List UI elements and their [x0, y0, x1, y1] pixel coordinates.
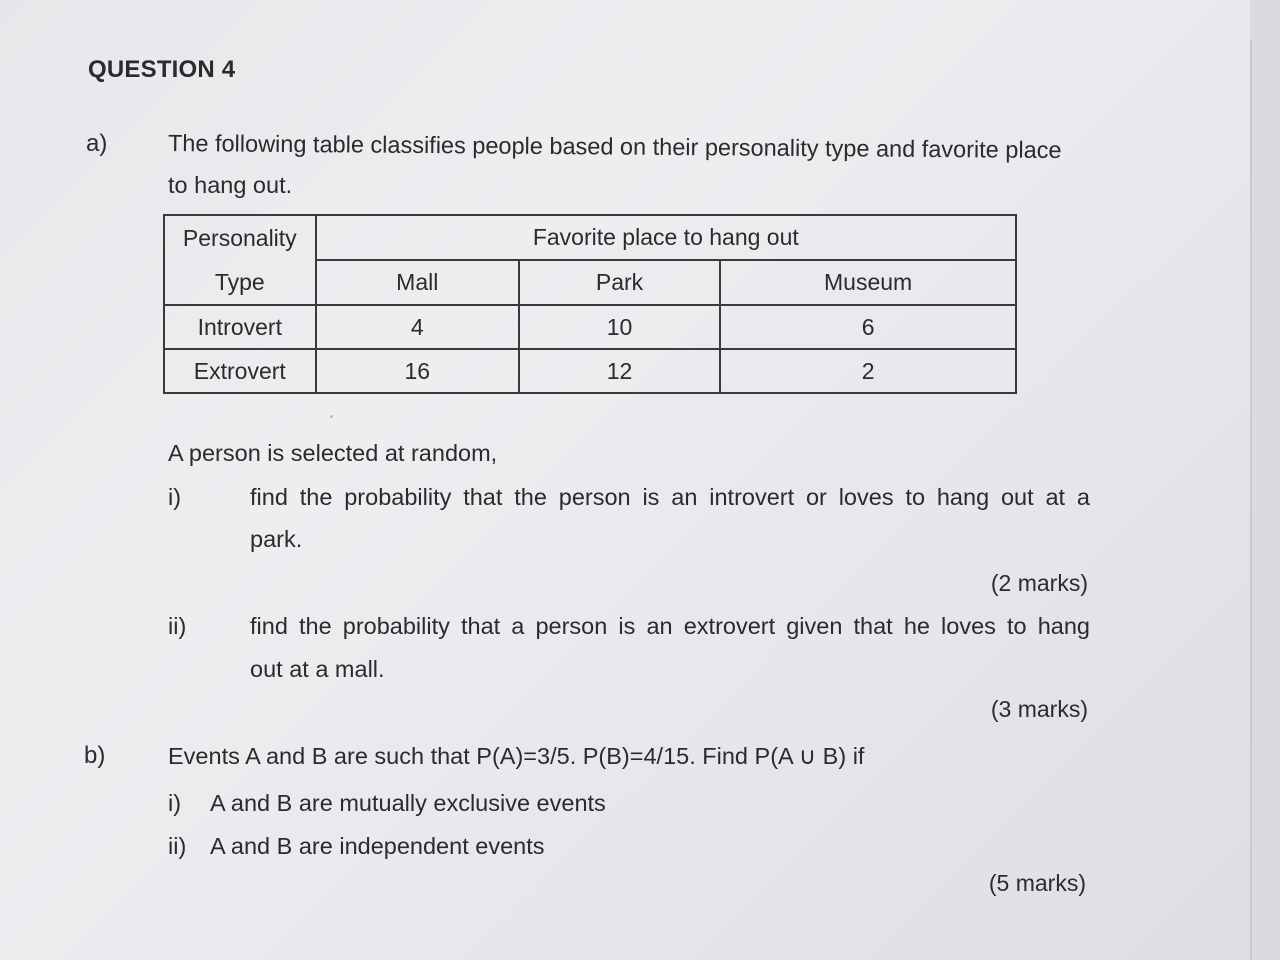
- paper-edge: [1250, 40, 1252, 960]
- row-label-introvert: Introvert: [164, 305, 316, 349]
- question-title: QUESTION 4: [88, 56, 236, 83]
- cell-introvert-museum: 6: [720, 305, 1016, 349]
- part-b-statement: Events A and B are such that P(A)=3/5. P(B)=4/15. Find P(A ∪ B) if: [168, 743, 865, 769]
- header-personality-line2: Type: [214, 269, 265, 295]
- sub-ii-line1: find the probability that a person is an extrovert given that he loves to hang: [250, 613, 1090, 639]
- part-b-sub-ii-text: A and B are independent events: [210, 833, 545, 859]
- part-b-sub-i-text: A and B are mutually exclusive events: [210, 790, 606, 816]
- selection-statement: A person is selected at random,: [168, 440, 498, 466]
- paper-speck: [330, 415, 333, 418]
- sub-i-label: i): [168, 484, 182, 510]
- part-b-sub-ii-label: ii): [168, 833, 187, 859]
- part-b-marks: (5 marks): [988, 870, 1086, 896]
- table-row-extrovert: [164, 349, 1016, 393]
- cell-extrovert-mall: 16: [316, 349, 519, 393]
- column-header-park: Park: [519, 260, 720, 305]
- cell-introvert-park: 10: [519, 305, 720, 349]
- sub-ii-label: ii): [168, 613, 187, 639]
- cell-extrovert-park: 12: [519, 349, 720, 393]
- sub-i-line2: park.: [250, 526, 303, 552]
- header-personality-line1: Personality: [182, 225, 297, 251]
- row-label-extrovert: Extrovert: [164, 349, 316, 393]
- part-a-intro-line1: The following table classifies people based on their personality type and favorite place: [167, 130, 1062, 164]
- header-favorite-place: Favorite place to hang out: [316, 215, 1016, 260]
- part-b-sub-i-label: i): [168, 790, 182, 816]
- part-a-label: a): [86, 130, 108, 157]
- cell-extrovert-museum: 2: [720, 349, 1016, 393]
- sub-i-line1: find the probability that the person is an introvert or loves to hang out at a: [250, 484, 1090, 510]
- sub-i-marks: (2 marks): [990, 570, 1088, 596]
- cell-introvert-mall: 4: [316, 305, 519, 349]
- sub-ii-marks: (3 marks): [990, 696, 1088, 722]
- column-header-museum: Museum: [720, 260, 1016, 305]
- part-b-label: b): [84, 742, 106, 769]
- table-row-introvert: [164, 305, 1016, 349]
- column-header-mall: Mall: [316, 260, 519, 305]
- header-personality-type: [164, 215, 316, 305]
- sub-ii-line2: out at a mall.: [250, 656, 385, 682]
- part-a-intro-line2: to hang out.: [168, 172, 293, 198]
- table-header-row-1: [164, 215, 1016, 260]
- contingency-table: [163, 214, 1017, 394]
